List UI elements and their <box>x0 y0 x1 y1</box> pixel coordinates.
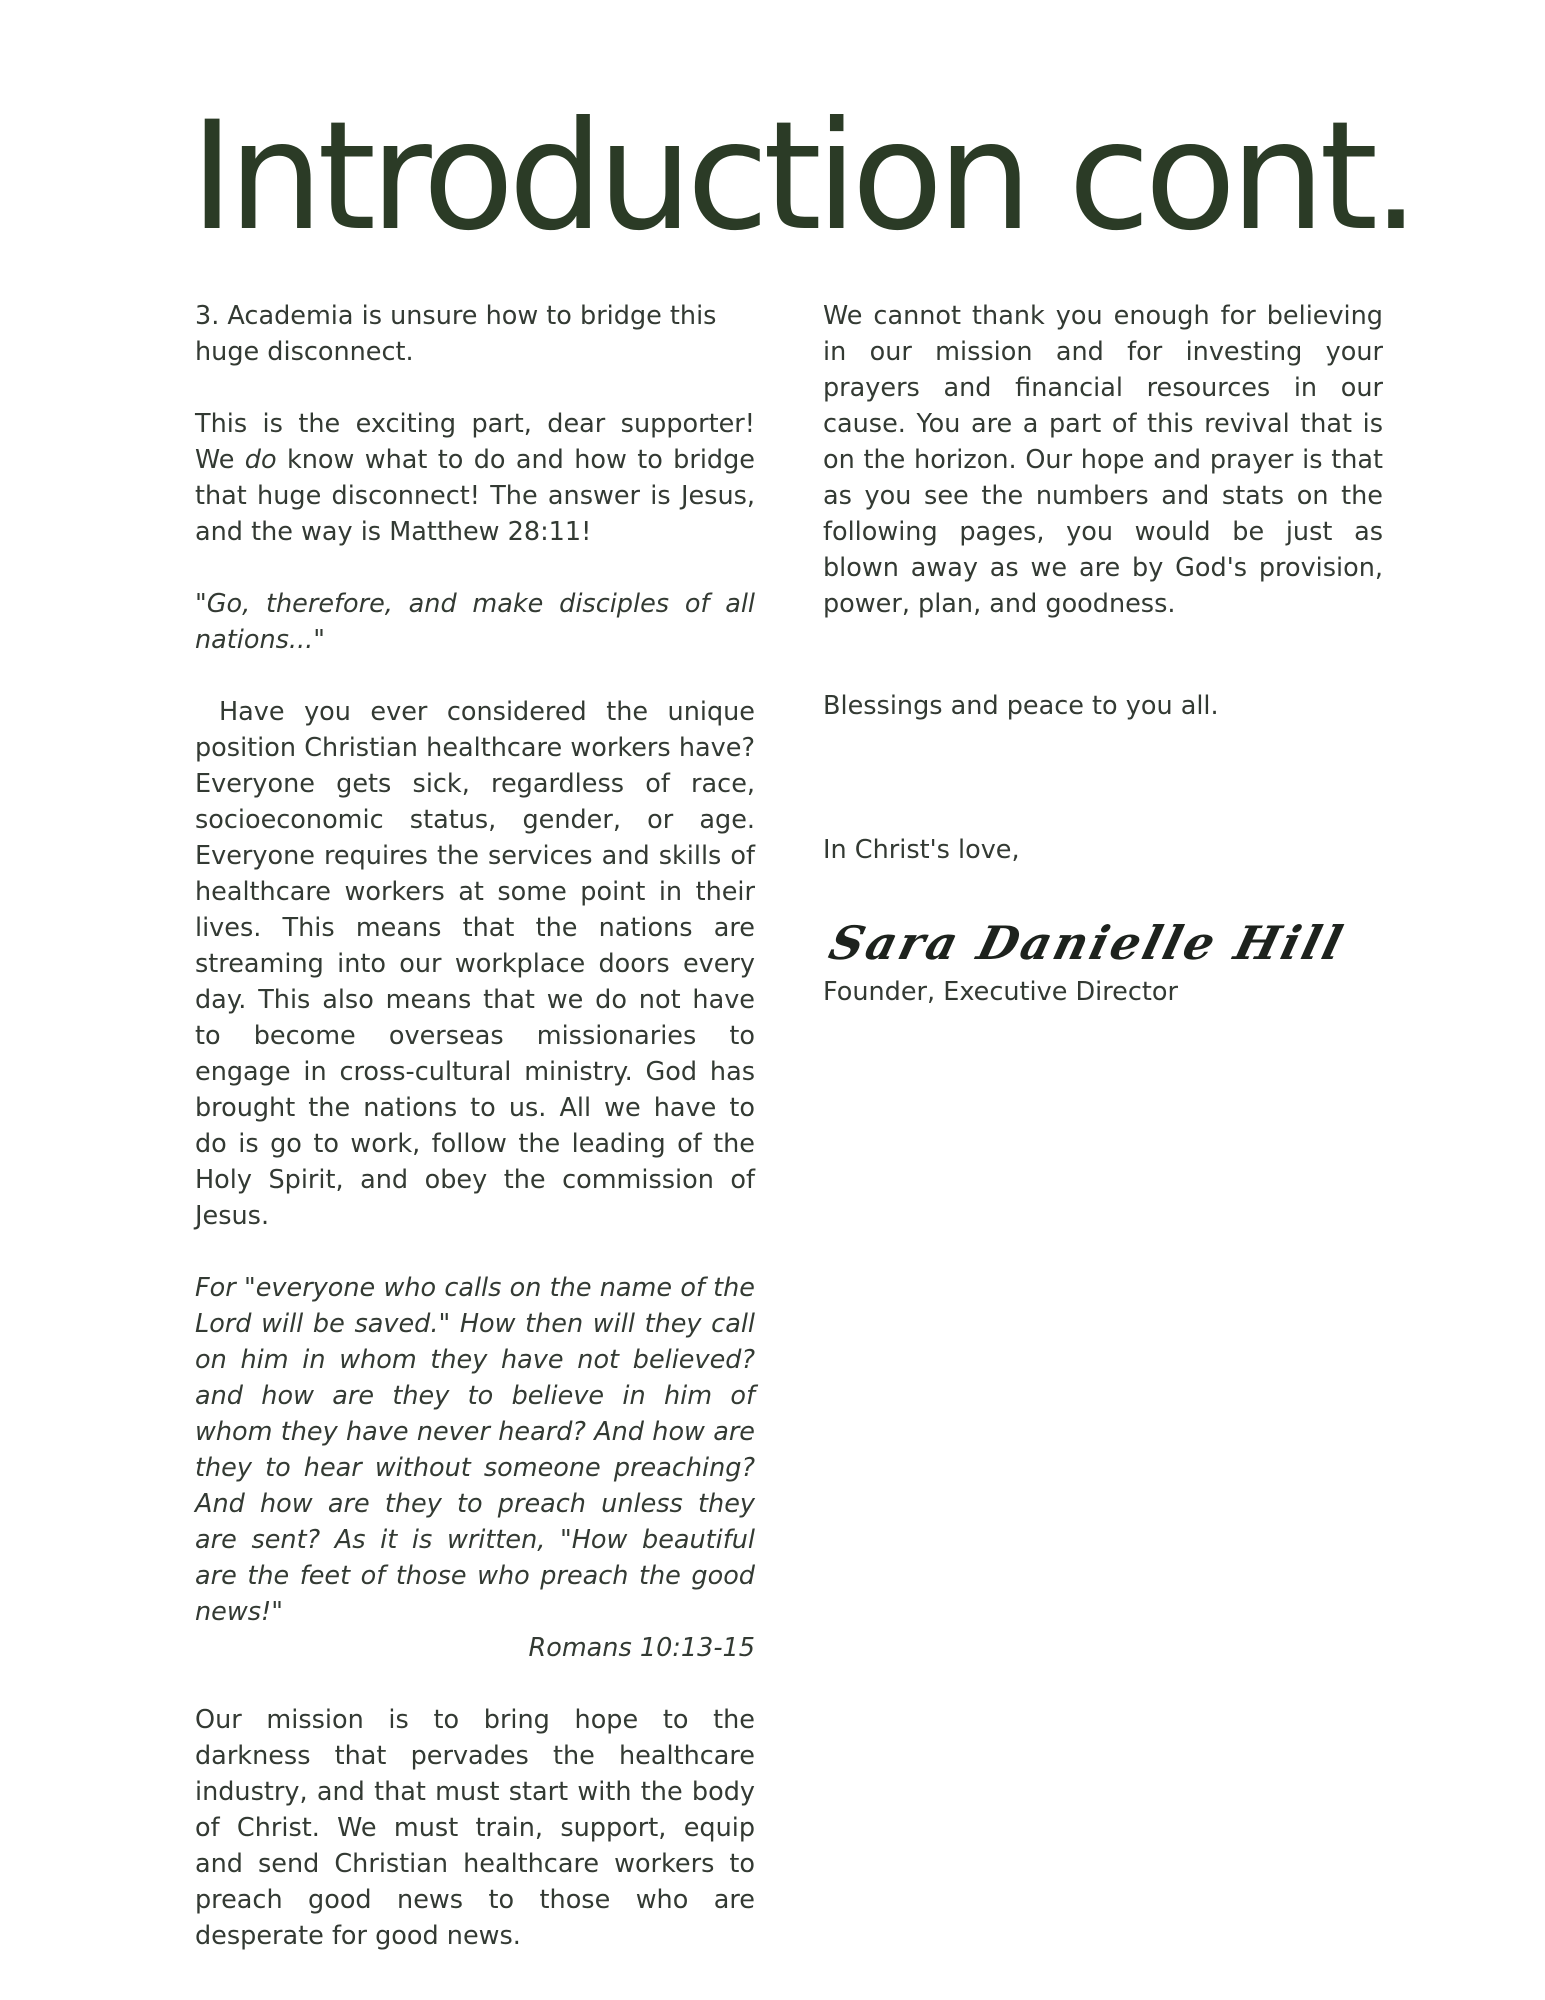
blessing-line: Blessings and peace to you all. <box>823 691 1219 721</box>
quote-romans <box>195 1270 755 1666</box>
signer-role: Founder, Executive Director <box>823 977 1178 1007</box>
left-column <box>195 298 755 1990</box>
paragraph-exciting-part-start: This is the exciting part, dear supporter! We <box>195 409 755 475</box>
signature-block <box>823 912 1383 974</box>
paragraph-thank-you: We cannot thank you enough for believing in our mission and for investing your prayers and financial resources in our cause. You are a part of this revival that is on the horizon. Our hope and prayer is that as you see the numbers and stats on the following pages, you would be just as blown away as we are by God's provision, power, plan, and goodness. <box>823 301 1383 619</box>
paragraph-mission: Our mission is to bring hope to the darkness that pervades the healthcare industry, and that must start with the body of Christ. We must train, support, equip and send Christian healthcare workers to preach good news to those who are desperate for good news. <box>195 1705 755 1951</box>
paragraph-exciting-part <box>195 406 755 550</box>
emphasis-do: do <box>244 445 277 475</box>
paragraph-healthcare-workers: Have you ever considered the unique position Christian healthcare workers have? Everyone gets sick, regardless of race, socioeconomic status, gender, or age. Everyone requires the services and skills of healthcare workers at some point in their lives. This means that the nations are streaming into our workplace doors every day. This also means that we do not have to become overseas missionaries to engage in cross-cultural ministry. God has brought the nations to us. All we have to do is go to work, follow the leading of the Holy Spirit, and obey the commission of Jesus. <box>195 697 755 1231</box>
page-title: Introduction cont. <box>190 90 1414 264</box>
paragraph-exciting-part-end: know what to do and how to bridge that huge disconnect! The answer is Jesus, and the way is Matthew 28:11! <box>195 445 755 547</box>
quote-romans-citation: Romans 10:13-15 <box>528 1633 755 1663</box>
closing-line: In Christ's love, <box>823 835 1020 865</box>
handwritten-signature: Sara Danielle Hill <box>823 916 1351 970</box>
right-column <box>823 298 1383 1046</box>
quote-romans-text: For "everyone who calls on the name of the Lord will be saved." How then will they call on him in whom they have not believed? and how are they to believe in him of whom they have never heard? And how are they to hear without someone preaching? And how are they to preach unless they are sent? As it is written, "How beautiful are the feet of those who preach the good news!" <box>195 1273 755 1627</box>
quote-great-commission: "Go, therefore, and make disciples of all nations..." <box>195 589 755 655</box>
paragraph-academia: 3. Academia is unsure how to bridge this huge disconnect. <box>195 301 717 367</box>
